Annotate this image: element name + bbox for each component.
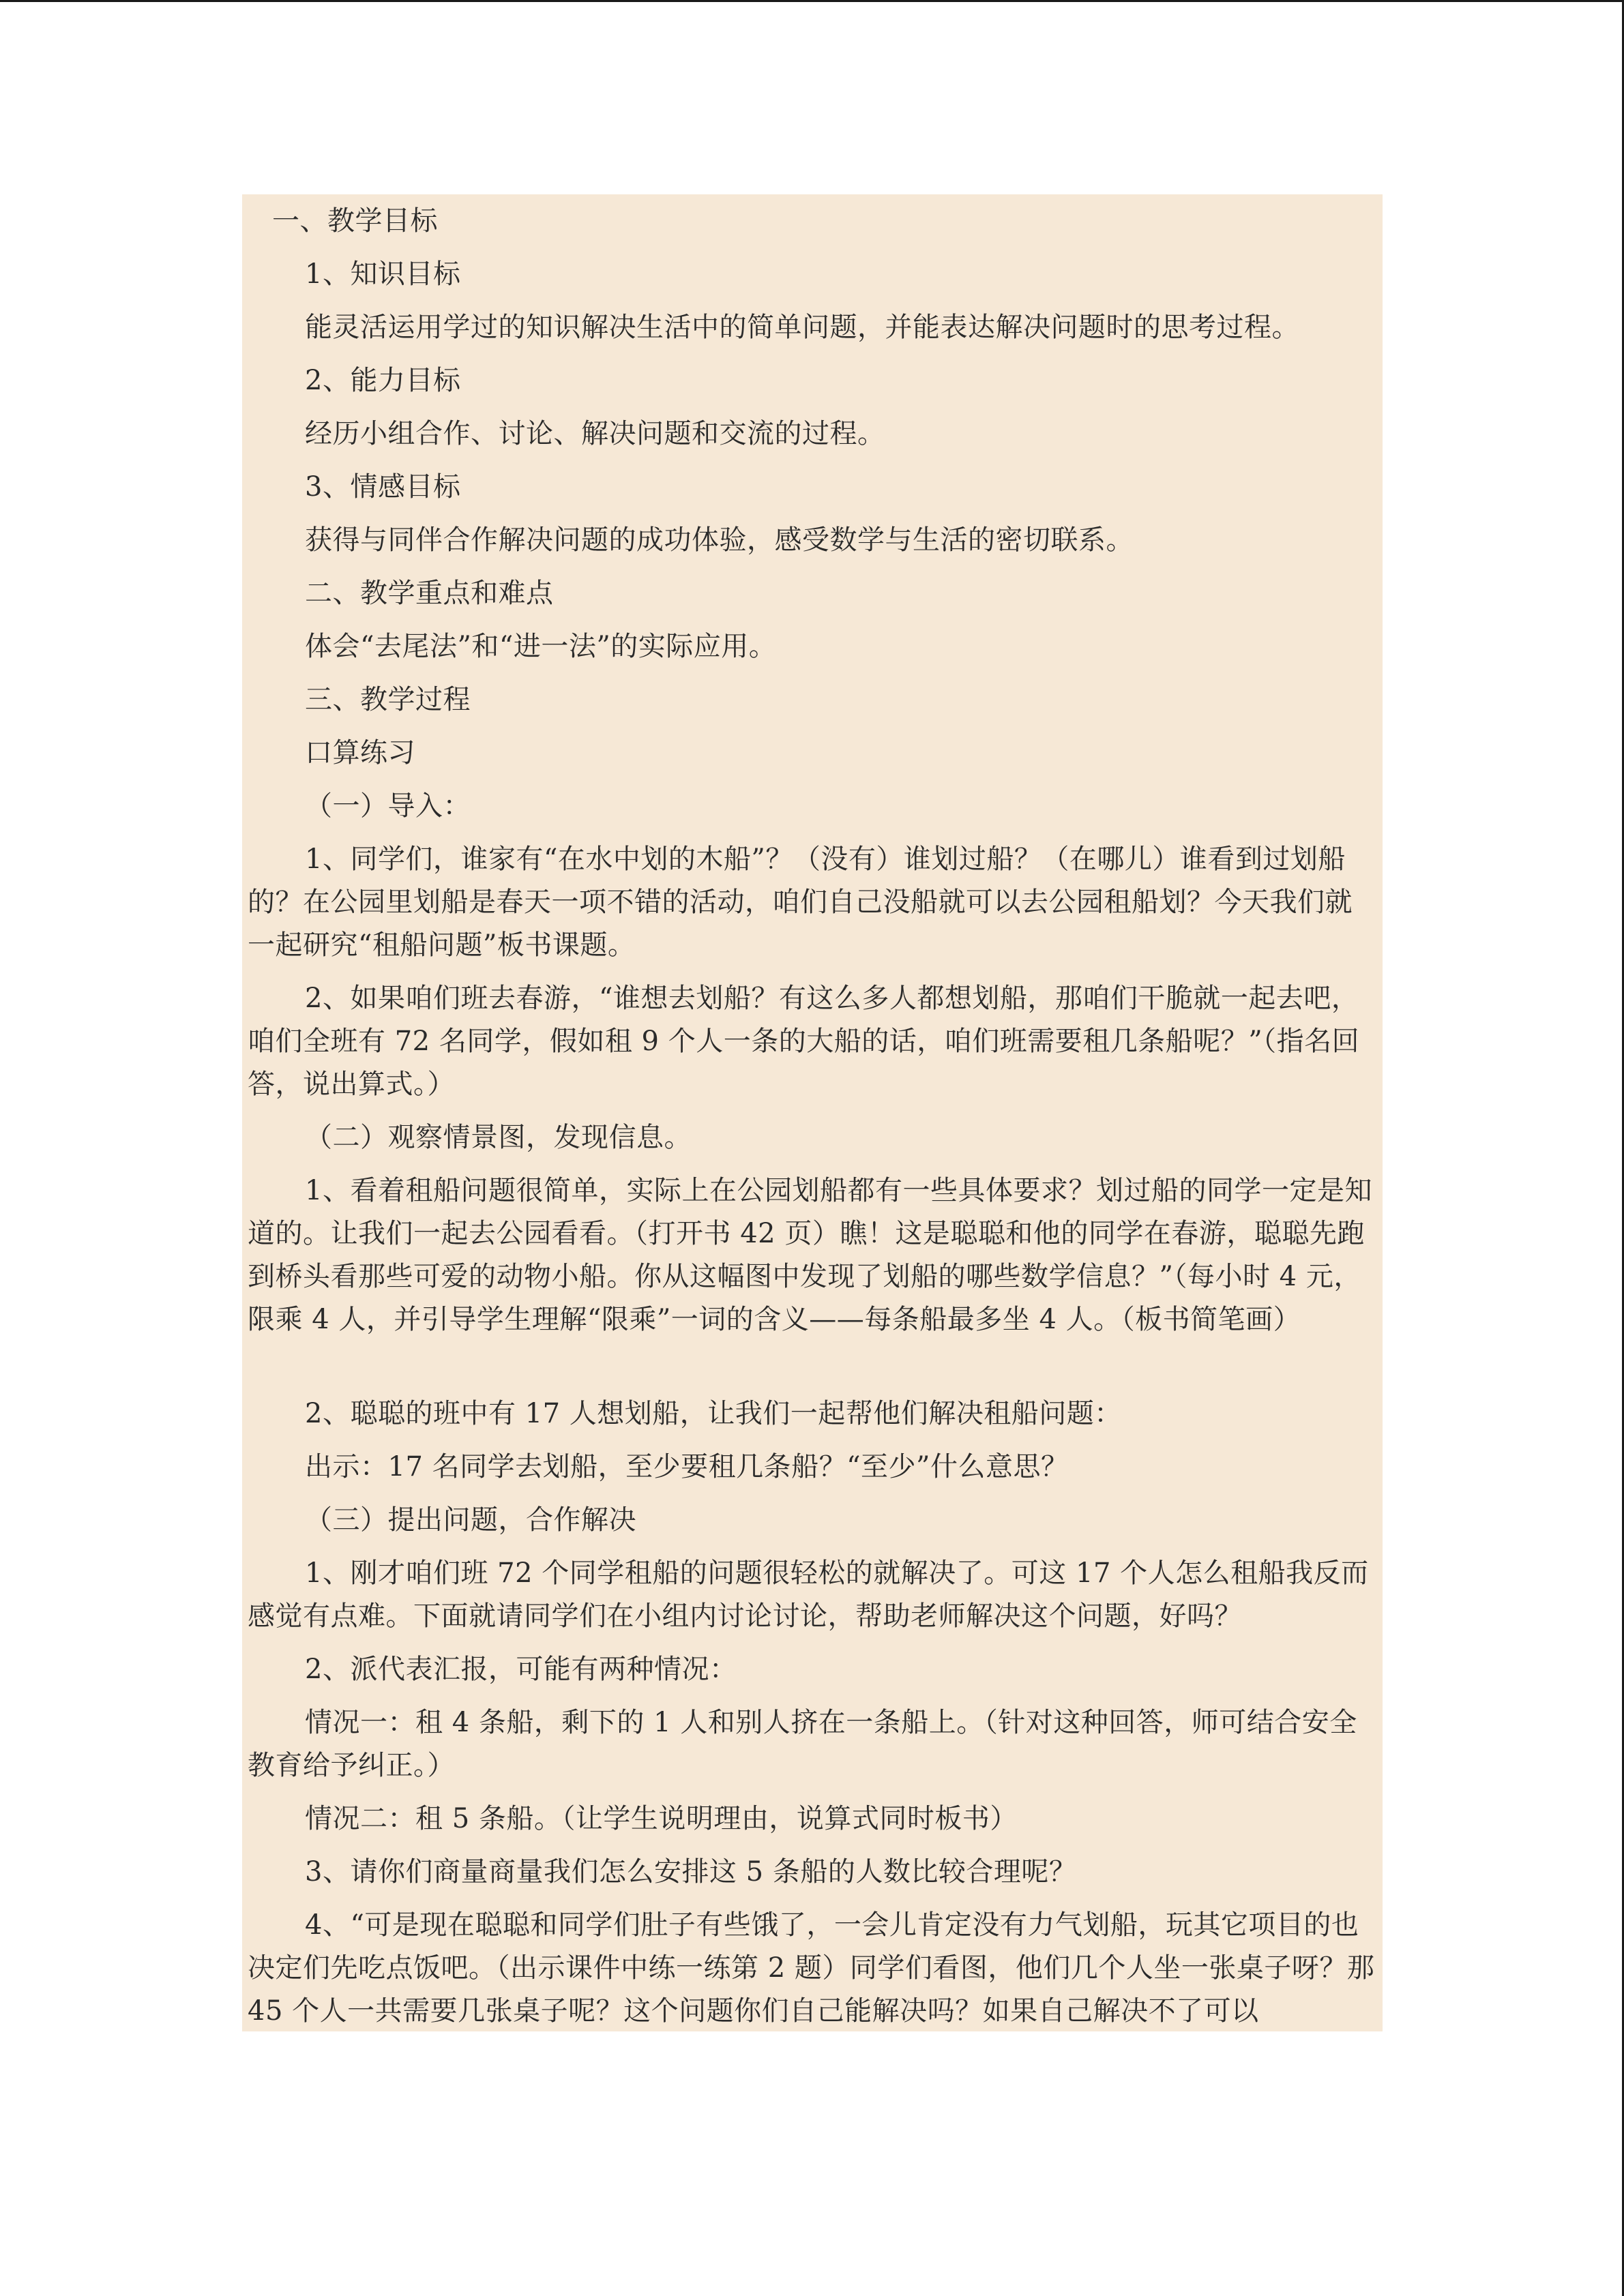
heading-key-points: 二、教学重点和难点 — [305, 578, 554, 609]
subheading-introduction: （一）导入： — [305, 790, 471, 822]
paragraph-show-question: 出示：17 名同学去划船，至少要租几条船？“至少”什么意思？ — [305, 1451, 1069, 1482]
paragraph-case-1: 情况一：租 4 条船，剩下的 1 人和别人挤在一条船上。（针对这种回答，师可结合安全教育给予纠正。） — [248, 1707, 1357, 1781]
paragraph-observe-1: 1、看着租船问题很简单，实际上在公园划船都有一些具体要求？划过船的同学一定是知道的。让我们一起去公园看看。（打开书 42 页）瞧！这是聪聪和他的同学在春游，聪聪先跑到桥头看那些可爱的动物小船。你从这幅图中发现了划船的哪些数学信息？”（每小时 4 元，限乘 4 人，并引导学生理解“限乘”一词的含义——每条船最多坐 4 人。（板书简笔画） — [248, 1175, 1372, 1335]
paragraph-cooperate-4: 4、“可是现在聪聪和同学们肚子有些饿了，一会儿肯定没有力气划船，玩其它项目的也决定们先吃点饭吧。（出示课件中练一练第 2 题）同学们看图，他们几个人坐一张桌子呀？那 45 个人一共需要几张桌子呢？这个问题你们自己能解决吗？如果自己解决不了可以 — [248, 1909, 1384, 2027]
subheading-ability-objective: 2、能力目标 — [305, 365, 461, 396]
paragraph-intro-1: 1、同学们，谁家有“在水中划的木船”？（没有）谁划过船？（在哪儿）谁看到过划船的？在公园里划船是春天一项不错的活动，咱们自己没船就可以去公园租船划？今天我们就一起研究“租船问题”板书课题。 — [248, 844, 1353, 961]
paragraph-mental-arithmetic: 口算练习 — [305, 737, 415, 769]
subheading-observe: （二）观察情景图，发现信息。 — [305, 1122, 692, 1153]
paragraph-ability-objective: 经历小组合作、讨论、解决问题和交流的过程。 — [305, 418, 885, 449]
page-border-top — [0, 0, 1624, 2]
paragraph-observe-2: 2、聪聪的班中有 17 人想划船，让我们一起帮他们解决租船问题： — [305, 1398, 1122, 1429]
subheading-cooperate: （三）提出问题，合作解决 — [305, 1504, 636, 1536]
paragraph-cooperate-2: 2、派代表汇报，可能有两种情况： — [305, 1654, 737, 1685]
heading-teaching-process: 三、教学过程 — [305, 684, 471, 715]
paragraph-emotional-objective: 获得与同伴合作解决问题的成功体验，感受数学与生活的密切联系。 — [305, 524, 1134, 556]
subheading-knowledge-objective: 1、知识目标 — [305, 258, 461, 290]
subheading-emotional-objective: 3、情感目标 — [305, 471, 461, 503]
lesson-plan-content — [242, 194, 1383, 2031]
paragraph-knowledge-objective: 能灵活运用学过的知识解决生活中的简单问题，并能表达解决问题时的思考过程。 — [305, 312, 1299, 343]
paragraph-key-points: 体会“去尾法”和“进一法”的实际应用。 — [305, 631, 777, 662]
paragraph-cooperate-1: 1、刚才咱们班 72 个同学租船的问题很轻松的就解决了。可这 17 个人怎么租船我反而感觉有点难。下面就请同学们在小组内讨论讨论，帮助老师解决这个问题，好吗？ — [248, 1557, 1369, 1632]
heading-teaching-objectives: 一、教学目标 — [272, 205, 438, 237]
paragraph-cooperate-3: 3、请你们商量商量我们怎么安排这 5 条船的人数比较合理呢？ — [305, 1856, 1077, 1888]
paragraph-case-2: 情况二：租 5 条船。（让学生说明理由，说算式同时板书） — [305, 1803, 1018, 1834]
paragraph-intro-2: 2、如果咱们班去春游，“谁想去划船？有这么多人都想划船，那咱们干脆就一起去吧，咱们全班有 72 名同学，假如租 9 个人一条的大船的话，咱们班需要租几条船呢？”（指名回答，说出算式。） — [248, 983, 1360, 1100]
